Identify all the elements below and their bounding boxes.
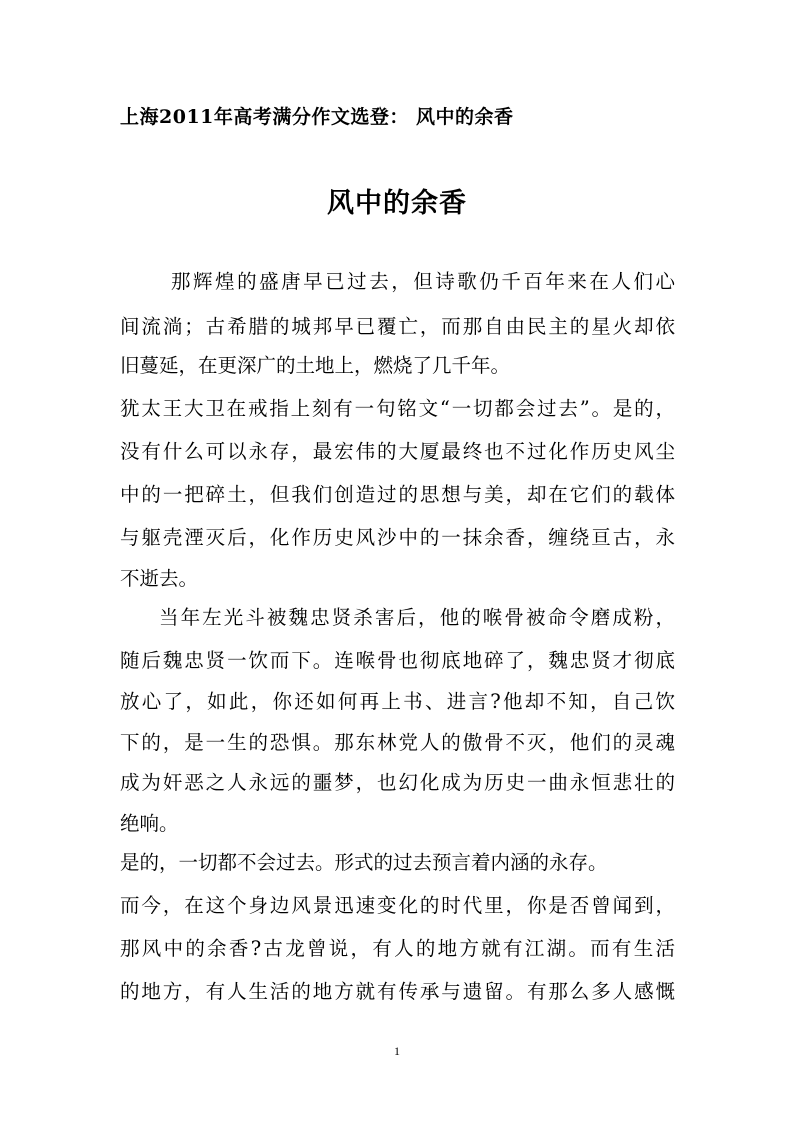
text-line: 那辉煌的盛唐早已过去，但诗歌仍千百年来在人们心 (171, 270, 675, 293)
page-number: 1 (394, 1044, 400, 1058)
text-line: 那风中的余香?古龙曾说，有人的地方就有江湖。而有生活 (120, 937, 675, 960)
text-line: 间流淌；古希腊的城邦早已覆亡，而那自由民主的星火却依 (120, 315, 675, 338)
text-line: 犹太王大卫在戒指上刻有一句铭文“一切都会过去”。是的， (120, 397, 675, 420)
text-line: 而今，在这个身边风景迅速变化的时代里，你是否曾闻到， (120, 894, 675, 917)
text-line: 的地方，有人生活的地方就有传承与遗留。有那么多人感慨 (120, 980, 675, 1003)
text-line: 放心了，如此，你还如何再上书、进言?他却不知，自己饮 (120, 690, 675, 713)
text-line: 成为奸恶之人永远的噩梦，也幻化成为历史一曲永恒悲壮的 (120, 771, 675, 794)
text-line: 下的，是一生的恐惧。那东林党人的傲骨不灭，他们的灵魂 (120, 731, 675, 754)
text-line: 中的一把碎土，但我们创造过的思想与美，却在它们的载体 (120, 483, 675, 506)
text-line: 没有什么可以永存，最宏伟的大厦最终也不过化作历史风尘 (120, 440, 675, 463)
text-line: 当年左光斗被魏忠贤杀害后，他的喉骨被命令磨成粉， (159, 606, 675, 629)
text-line: 是的，一切都不会过去。形式的过去预言着内涵的永存。 (120, 851, 608, 874)
text-line: 绝响。 (120, 812, 179, 835)
text-line: 随后魏忠贤一饮而下。连喉骨也彻底地碎了，魏忠贤才彻底 (120, 649, 675, 672)
document-heading: 上海2011年高考满分作文选登： 风中的余香 (120, 106, 514, 128)
text-line: 旧蔓延，在更深广的土地上，燃烧了几千年。 (120, 354, 511, 377)
text-line: 与躯壳湮灭后，化作历史风沙中的一抹余香，缠绕亘古，永 (120, 526, 675, 549)
essay-title: 风中的余香 (327, 188, 467, 219)
text-line: 不逝去。 (120, 567, 199, 590)
